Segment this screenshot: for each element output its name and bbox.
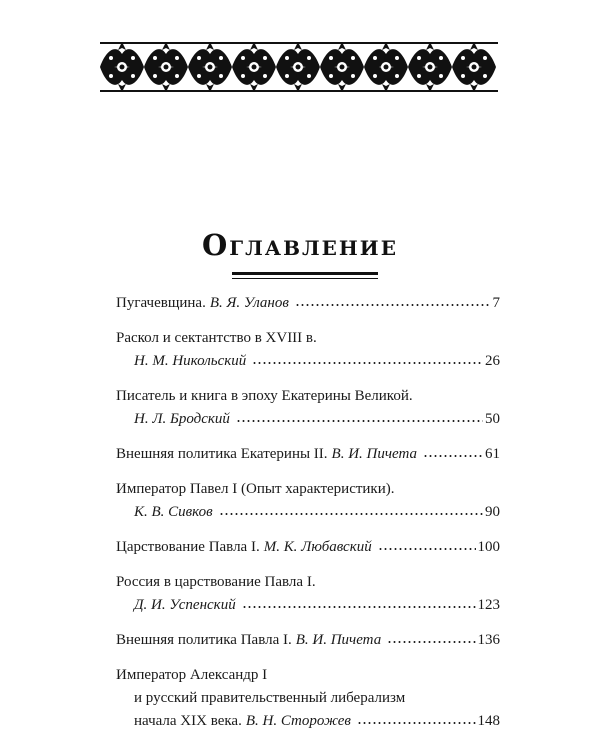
- entry-author: Н. Л. Бродский: [134, 411, 230, 427]
- toc-entry: [116, 385, 500, 431]
- toc-entry: [116, 292, 500, 315]
- entry-author: К. В. Сивков: [134, 504, 213, 520]
- entry-title: Раскол и сектантство в XVIII в.: [116, 330, 317, 346]
- toc-entry: [116, 478, 500, 524]
- toc-entry: [116, 664, 500, 733]
- page-title: Оглавление: [202, 228, 398, 262]
- dot-leader: [387, 641, 475, 643]
- dot-leader: [357, 722, 476, 724]
- toc-entry: [116, 536, 500, 559]
- dot-leader: [295, 304, 491, 306]
- dot-leader: [378, 548, 476, 550]
- entry-title: Император Александр I: [116, 667, 268, 683]
- entry-title: Писатель и книга в эпоху Екатерины Великой.: [116, 388, 413, 404]
- entry-page-number: 90: [485, 504, 500, 520]
- entry-author: В. И. Пичета: [331, 446, 418, 462]
- entry-page-number: 50: [485, 411, 500, 427]
- dot-leader: [219, 513, 483, 515]
- entry-author: В. И. Пичета: [295, 632, 382, 648]
- entry-page-number: 7: [492, 295, 500, 311]
- entry-author: Д. И. Успенский: [134, 597, 236, 613]
- entry-title: Пугачевщина.: [116, 295, 206, 311]
- entry-page-number: 100: [477, 539, 500, 555]
- dot-leader: [252, 362, 483, 364]
- entry-author: Н. М. Никольский: [134, 353, 247, 369]
- entry-page-number: 148: [477, 713, 500, 729]
- dot-leader: [242, 606, 476, 608]
- title-underline: [232, 272, 378, 275]
- entry-title: Внешняя политика Павла I.: [116, 632, 292, 648]
- entry-author: В. Н. Сторожев: [245, 713, 351, 729]
- entry-page-number: 26: [485, 353, 500, 369]
- entry-author: В. Я. Уланов: [209, 295, 289, 311]
- title-underline-thin: [232, 278, 378, 279]
- dot-leader: [236, 420, 483, 422]
- dot-leader: [423, 455, 483, 457]
- ornament-border: [100, 40, 498, 94]
- toc-entry: [116, 629, 500, 652]
- toc-entry: [116, 571, 500, 617]
- entry-page-number: 61: [485, 446, 500, 462]
- entry-title: начала XIX века.: [134, 713, 242, 729]
- entry-title: Император Павел I (Опыт характеристики).: [116, 481, 395, 497]
- entry-author: М. К. Любавский: [263, 539, 372, 555]
- entry-title: и русский правительственный либерализм: [134, 690, 406, 706]
- entry-title: Внешняя политика Екатерины II.: [116, 446, 328, 462]
- entry-title: Россия в царствование Павла I.: [116, 574, 316, 590]
- toc-entry: [116, 327, 500, 373]
- entry-page-number: 136: [477, 632, 500, 648]
- entry-page-number: 123: [477, 597, 500, 613]
- entry-title: Царствование Павла I.: [116, 539, 260, 555]
- toc-entry: [116, 443, 500, 466]
